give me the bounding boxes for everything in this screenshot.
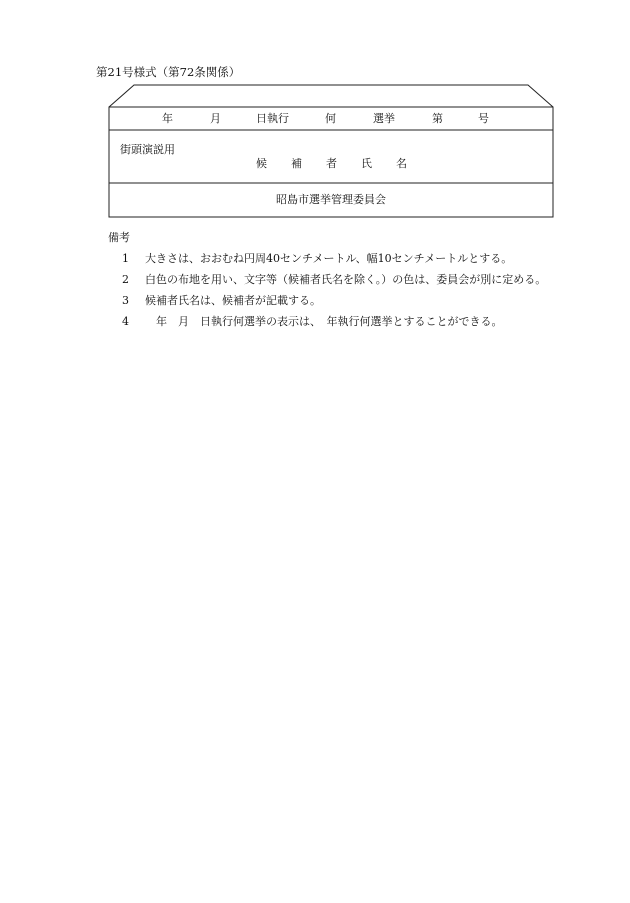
candidate-name-char: 者 xyxy=(326,157,337,170)
form-title: 第21号様式（第72条関係） xyxy=(96,65,241,79)
usage-label: 街頭演説用 xyxy=(120,143,175,156)
note-item xyxy=(122,252,512,266)
armband-top-flap xyxy=(109,85,553,107)
note-number: 1 xyxy=(122,252,129,265)
header-which: 何 xyxy=(325,112,336,125)
header-go: 号 xyxy=(478,112,489,125)
candidate-name-char: 補 xyxy=(291,157,302,170)
note-number: 2 xyxy=(122,273,129,286)
note-item xyxy=(122,273,546,287)
note-text: 年 月 日執行何選挙の表示は、 年執行何選挙とすることができる。 xyxy=(145,315,503,328)
candidate-name-char: 氏 xyxy=(361,157,372,170)
note-text: 大きさは、おおむね円周40センチメートル、幅10センチメートルとする。 xyxy=(145,252,513,265)
note-item xyxy=(122,315,503,329)
header-month: 月 xyxy=(210,112,221,125)
note-text: 白色の布地を用い、文字等（候補者氏名を除く。）の色は、委員会が別に定める。 xyxy=(145,273,547,286)
header-executed: 日執行 xyxy=(256,112,289,125)
header-dai: 第 xyxy=(432,112,443,125)
note-item xyxy=(122,294,321,308)
candidate-name-char: 名 xyxy=(396,157,407,170)
notes-heading: 備考 xyxy=(108,231,130,244)
note-number: 3 xyxy=(122,294,129,307)
note-text: 候補者氏名は、候補者が記載する。 xyxy=(145,294,321,307)
header-election: 選挙 xyxy=(373,112,395,125)
committee-name: 昭島市選挙管理委員会 xyxy=(276,193,386,206)
header-year: 年 xyxy=(162,112,173,125)
candidate-name-char: 候 xyxy=(256,157,267,170)
note-number: 4 xyxy=(122,315,129,328)
